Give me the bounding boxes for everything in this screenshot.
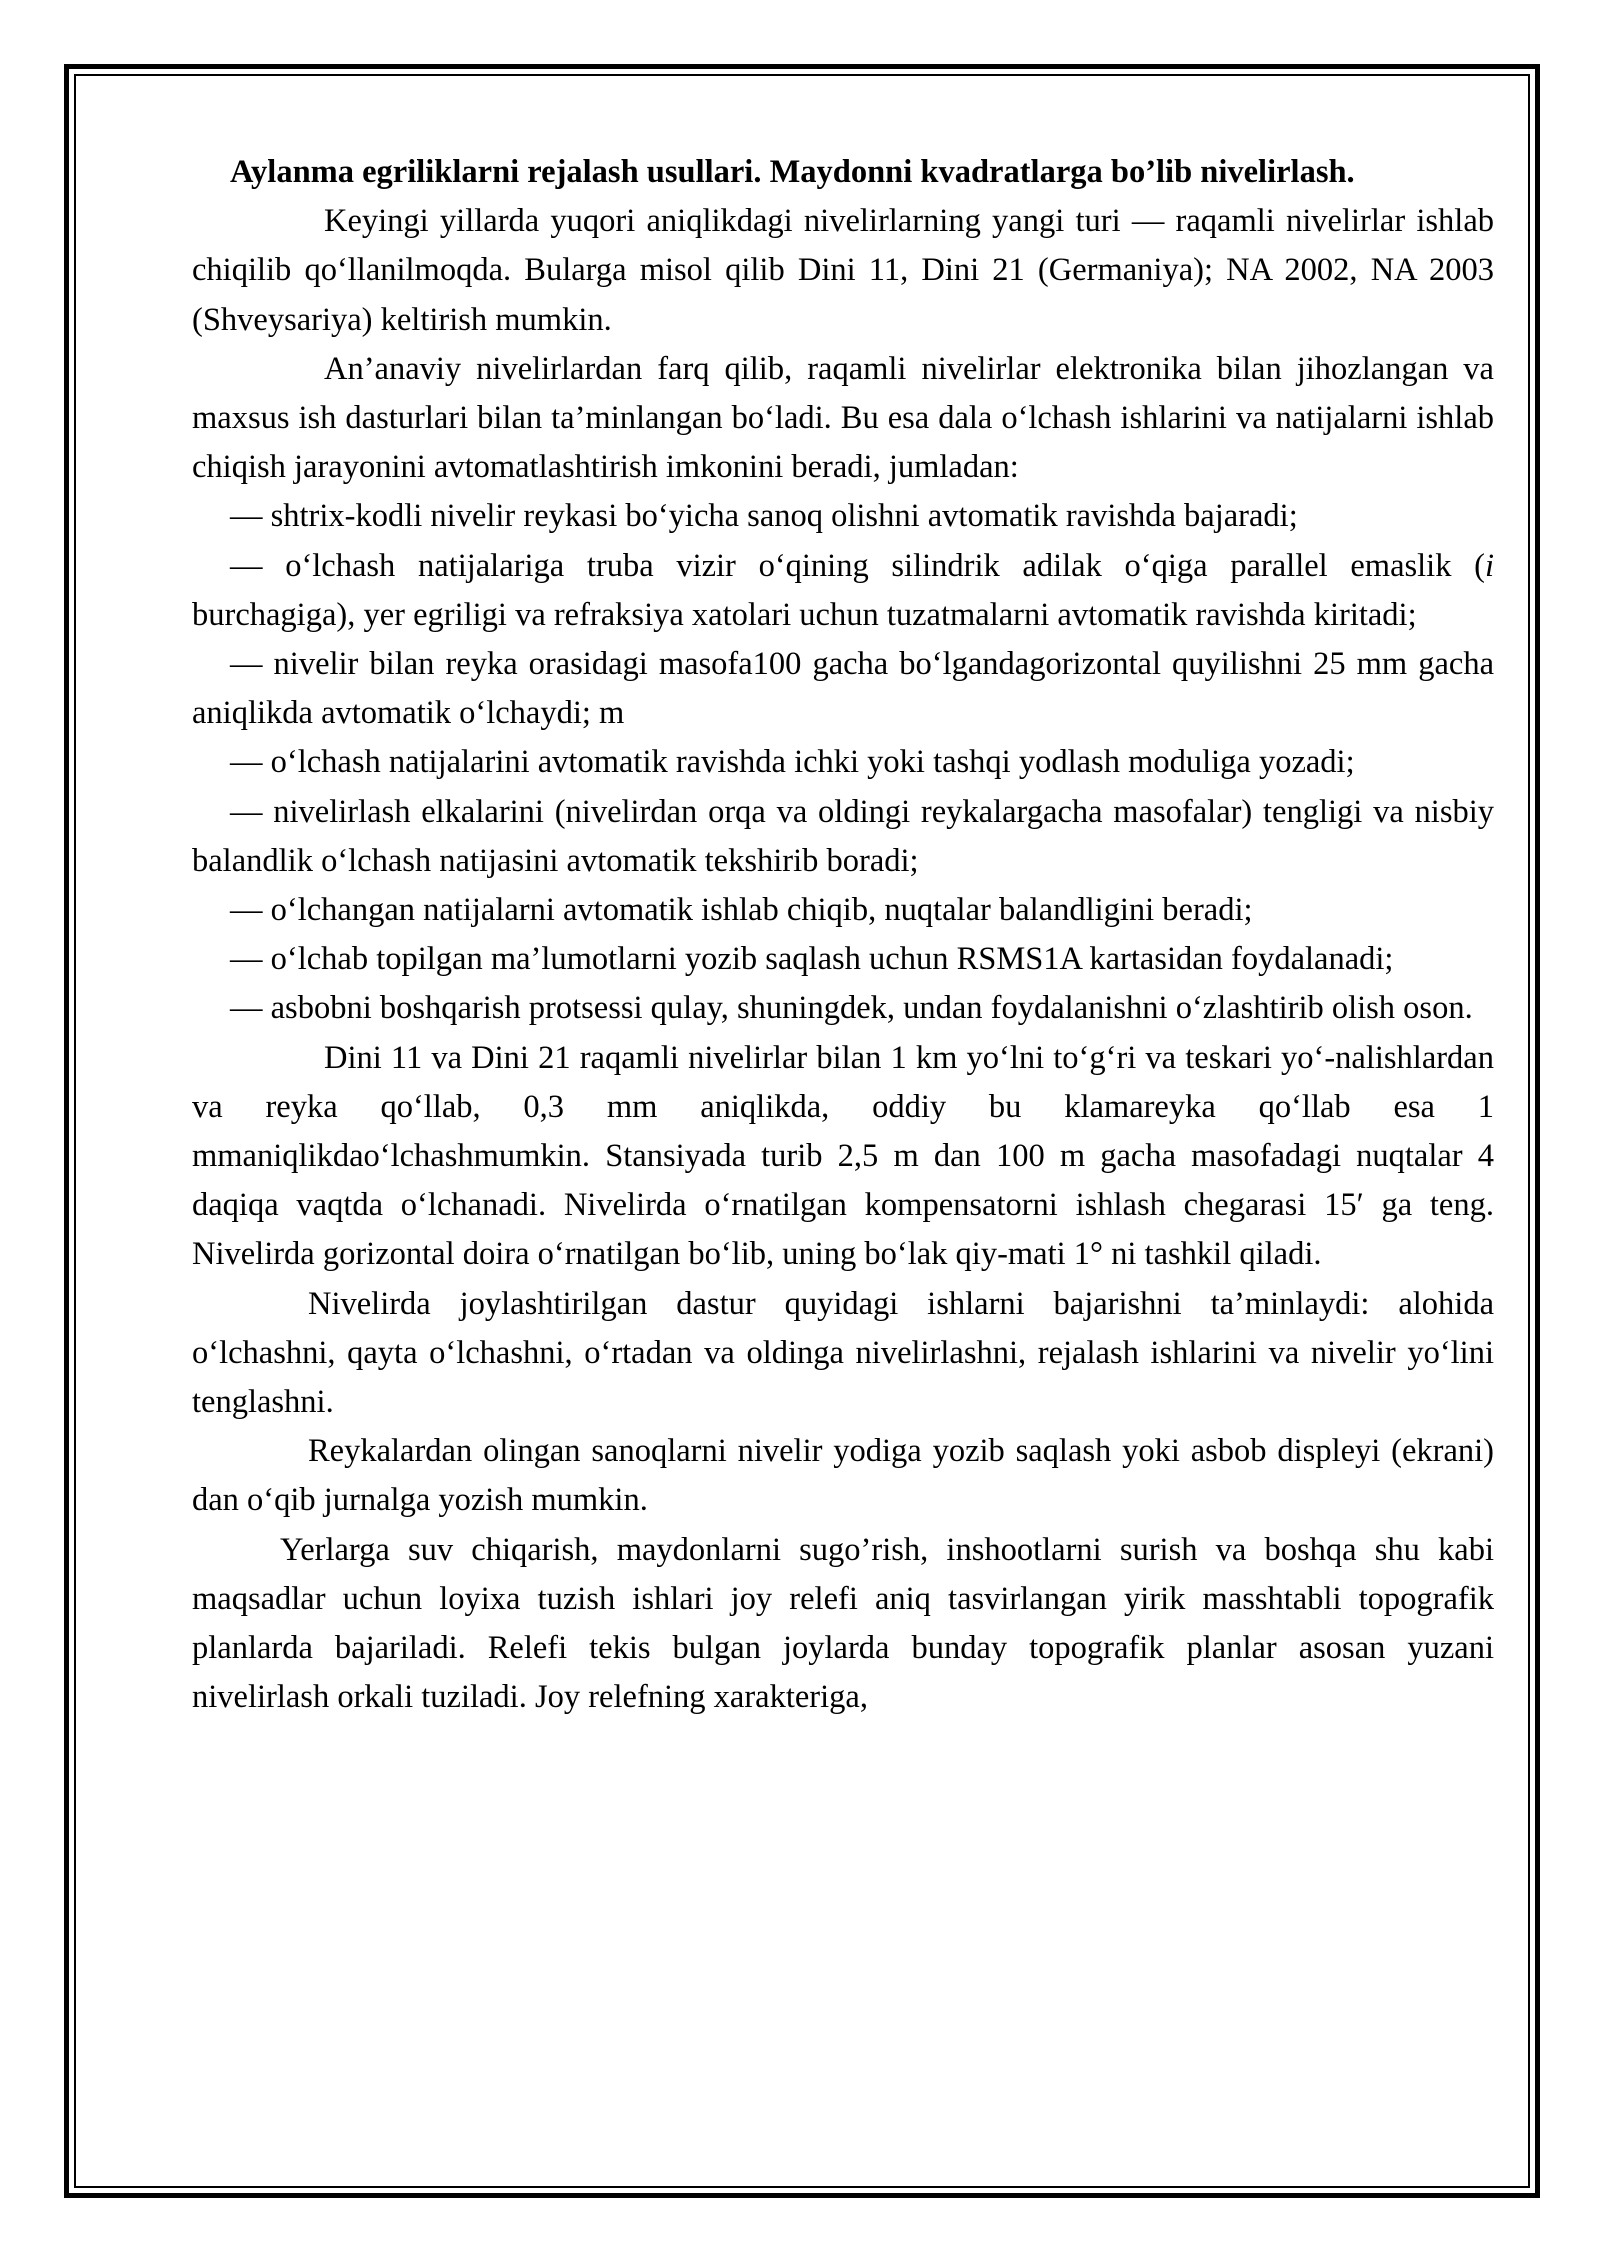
section-title: Aylanma egriliklarni rejalash usullari. Maydonni kvadratlarga bo’lib nivelirlash. xyxy=(230,154,1355,190)
paragraph-readings: Reykalardan olingan sanoqlarni nivelir yodiga yozib saqlash yoki asbob displeyi (ekrani) dan oʻqib jurnalga yozish mumkin. xyxy=(192,1433,1494,1519)
paragraph-program: Nivelirda joylashtirilgan dastur quyidagi ishlarni bajarishni ta’minlaydi: alohida oʻlchashni, qayta oʻlchashni, oʻrtadan va oldinga nivelirlashni, rejalash ishlarini va nivelir yoʻlini tenglashni. xyxy=(192,1285,1494,1421)
list-item-corrections-italic: i xyxy=(1484,547,1494,584)
list-item-card: — oʻlchab topilgan ma’lumotlarni yozib saqlash uchun RSMS1A kartasidan foydalanadi; xyxy=(230,941,1394,978)
paragraph-digital-levels: Keyingi yillarda yuqori aniqlikdagi nivelirlarning yangi turi — raqamli nivelirlar ishlab chiqilib qoʻllanilmoqda. Bularga misol qilib Dini 11, Dini 21 (Germaniya); NA 2002, NA 2003 (Shveysariya) keltirish mumkin. xyxy=(192,203,1494,338)
list-item-control: — asbobni boshqarish protsessi qulay, shuningdek, undan foydalanishni oʻzlashtirib olish oson. xyxy=(230,990,1473,1027)
list-item-memory: — oʻlchash natijalarini avtomatik ravishda ichki yoki tashqi yodlash moduliga yozadi; xyxy=(230,744,1355,781)
document-body xyxy=(192,148,1494,1723)
list-item-barcode-reading: — shtrix-kodli nivelir reykasi boʻyicha sanoq olishni avtomatik ravishda bajaradi; xyxy=(230,498,1298,535)
list-item-check: — nivelirlash elkalarini (nivelirdan orqa va oldingi reykalargacha masofalar) tengligi va nisbiy balandlik oʻlchash natijasini avtomatik tekshirib boradi; xyxy=(192,793,1494,879)
list-item-corrections-text-a: — oʻlchash natijalariga truba vizir oʻqining silindrik adilak oʻqiga parallel emaslik ( xyxy=(230,547,1485,584)
list-item-corrections-text-b: burchagiga), yer egriligi va refraksiya xatolari uchun tuzatmalarni avtomatik ravishda kiritadi; xyxy=(192,596,1417,633)
paragraph-dini-accuracy: Dini 11 va Dini 21 raqamli nivelirlar bilan 1 km yoʻlni toʻgʻri va teskari yoʻ-nalishlardan va reyka qoʻllab, 0,3 mm aniqlikda, oddiy bu klamareyka qoʻllab esa 1 mmaniqlikdaoʻlchashmumkin. Stansiyada turib 2,5 m dan 100 m gacha masofadagi nuqtalar 4 daqiqa vaqtda oʻlchanadi. Nivelirda oʻrnatilgan kompensatorni ishlash chegarasi 15′ ga teng. Nivelirda gorizontal doira oʻrnatilgan boʻlib, uning boʻlak qiy-mati 1° ni tashkil qiladi. xyxy=(192,1039,1494,1273)
paragraph-topographic: Yerlarga suv chiqarish, maydonlarni sugo’rish, inshootlarni surish va boshqa shu kabi maqsadlar uchun loyixa tuzish ishlari joy relefi aniq tasvirlangan yirik masshtabli topografik planlarda bajariladi. Relefi tekis bulgan joylarda bunday topografik planlar asosan yuzani nivelirlash orkali tuziladi. Joy relefning xarakteriga, xyxy=(192,1531,1494,1716)
paragraph-differences: An’anaviy nivelirlardan farq qilib, raqamli nivelirlar elektronika bilan jihozlangan va maxsus ish dasturlari bilan ta’minlangan boʻladi. Bu esa dala oʻlchash ishlarini va natijalarni ishlab chiqish jarayonini avtomatlashtirish imkonini beradi, jumladan: xyxy=(192,350,1494,486)
list-item-distance: — nivelir bilan reyka orasidagi masofa100 gacha boʻlgandagorizontal quyilishni 25 mm gacha aniqlikda avtomatik oʻlchaydi; m xyxy=(192,646,1494,732)
list-item-heights: — oʻlchangan natijalarni avtomatik ishlab chiqib, nuqtalar balandligini beradi; xyxy=(230,892,1253,929)
list-item-corrections xyxy=(192,542,1494,640)
